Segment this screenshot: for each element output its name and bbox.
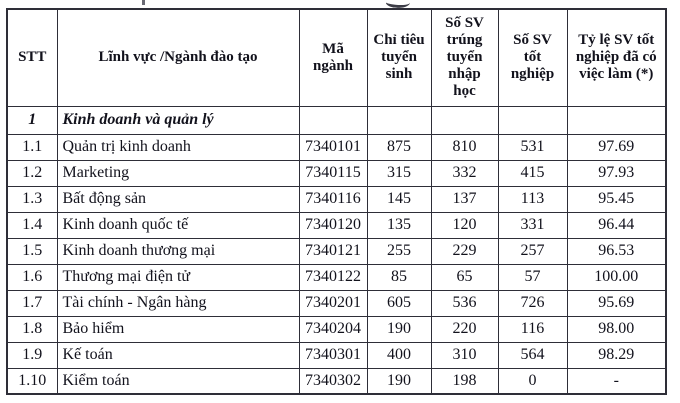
cell-trung-tuyen: 137	[431, 186, 498, 212]
cell-nganh: Quản trị kinh doanh	[57, 134, 299, 160]
cell-ma-nganh: 7340115	[299, 160, 367, 186]
scan-artifact-fragment	[142, 0, 145, 5]
table-row	[7, 316, 666, 342]
cell-tot-nghiep: 116	[498, 316, 567, 342]
cell-tot-nghiep: 0	[498, 368, 567, 394]
cell-ma-nganh: 7340201	[299, 290, 367, 316]
cell-ty-le: 95.69	[567, 290, 666, 316]
cell-trung-tuyen: 120	[431, 212, 498, 238]
header-row	[7, 9, 666, 106]
cell-ma-nganh: 7340204	[299, 316, 367, 342]
cell-chi-tieu: 190	[367, 368, 431, 394]
cell-ma-nganh: 7340120	[299, 212, 367, 238]
cell-stt: 1.5	[7, 238, 57, 264]
cell-ty-le: 98.00	[567, 316, 666, 342]
cell-stt: 1.8	[7, 316, 57, 342]
table-row	[7, 212, 666, 238]
col-header-stt: STT	[7, 9, 57, 106]
cell-section-label: Kinh doanh và quản lý	[57, 106, 299, 134]
cell-trung-tuyen: 332	[431, 160, 498, 186]
table-row	[7, 238, 666, 264]
cell-tot-nghiep: 415	[498, 160, 567, 186]
cell-chi-tieu: 605	[367, 290, 431, 316]
cell-empty	[498, 106, 567, 134]
cell-ma-nganh: 7340116	[299, 186, 367, 212]
cell-nganh: Bất động sản	[57, 186, 299, 212]
cell-trung-tuyen: 220	[431, 316, 498, 342]
cell-nganh: Thương mại điện tử	[57, 264, 299, 290]
section-row-kinh-doanh-va-quan-ly	[7, 106, 666, 134]
cell-ty-le: -	[567, 368, 666, 394]
col-header-chi-tieu-tuyen-sinh: Chỉ tiêu tuyển sinh	[367, 9, 431, 106]
cell-stt: 1.4	[7, 212, 57, 238]
cell-tot-nghiep: 57	[498, 264, 567, 290]
cell-stt: 1.6	[7, 264, 57, 290]
admission-statistics-table	[6, 8, 667, 395]
cell-ma-nganh: 7340121	[299, 238, 367, 264]
cell-ty-le: 95.45	[567, 186, 666, 212]
cell-tot-nghiep: 331	[498, 212, 567, 238]
cell-stt: 1.3	[7, 186, 57, 212]
cell-ma-nganh: 7340101	[299, 134, 367, 160]
cell-ty-le: 97.69	[567, 134, 666, 160]
cell-ty-le: 98.29	[567, 342, 666, 368]
cell-ty-le: 97.93	[567, 160, 666, 186]
cell-stt: 1.9	[7, 342, 57, 368]
cell-trung-tuyen: 229	[431, 238, 498, 264]
cell-chi-tieu: 400	[367, 342, 431, 368]
table-row	[7, 186, 666, 212]
cell-trung-tuyen: 65	[431, 264, 498, 290]
cell-chi-tieu: 255	[367, 238, 431, 264]
cell-empty	[367, 106, 431, 134]
cell-empty	[567, 106, 666, 134]
cell-trung-tuyen: 536	[431, 290, 498, 316]
cell-stt: 1.10	[7, 368, 57, 394]
cell-tot-nghiep: 113	[498, 186, 567, 212]
cell-ma-nganh: 7340301	[299, 342, 367, 368]
cell-ma-nganh: 7340122	[299, 264, 367, 290]
cell-empty	[431, 106, 498, 134]
cell-nganh: Kiểm toán	[57, 368, 299, 394]
cell-tot-nghiep: 257	[498, 238, 567, 264]
cell-nganh: Bảo hiểm	[57, 316, 299, 342]
cell-chi-tieu: 135	[367, 212, 431, 238]
cell-trung-tuyen: 810	[431, 134, 498, 160]
cell-chi-tieu: 875	[367, 134, 431, 160]
table-row	[7, 290, 666, 316]
cell-tot-nghiep: 531	[498, 134, 567, 160]
table-row	[7, 134, 666, 160]
cell-empty	[299, 106, 367, 134]
cell-stt: 1.2	[7, 160, 57, 186]
cell-tot-nghiep: 564	[498, 342, 567, 368]
cell-chi-tieu: 190	[367, 316, 431, 342]
table-row	[7, 368, 666, 394]
cell-chi-tieu: 85	[367, 264, 431, 290]
cell-stt: 1.1	[7, 134, 57, 160]
cell-chi-tieu: 315	[367, 160, 431, 186]
cell-trung-tuyen: 198	[431, 368, 498, 394]
cell-nganh: Kinh doanh quốc tế	[57, 212, 299, 238]
col-header-linh-vuc-nganh: Lĩnh vực /Ngành đào tạo	[57, 9, 299, 106]
cell-ty-le: 100.00	[567, 264, 666, 290]
cell-ty-le: 96.44	[567, 212, 666, 238]
col-header-ty-le-viec-lam: Tỷ lệ SV tốt nghiệp đã có việc làm (*)	[567, 9, 666, 106]
col-header-sv-trung-tuyen-nhap-hoc: Số SV trúng tuyển nhập học	[431, 9, 498, 106]
cell-tot-nghiep: 726	[498, 290, 567, 316]
cell-chi-tieu: 145	[367, 186, 431, 212]
cell-section-stt: 1	[7, 106, 57, 134]
cell-nganh: Marketing	[57, 160, 299, 186]
cell-nganh: Kế toán	[57, 342, 299, 368]
col-header-sv-tot-nghiep: Số SV tốt nghiệp	[498, 9, 567, 106]
cell-nganh: Tài chính - Ngân hàng	[57, 290, 299, 316]
cell-stt: 1.7	[7, 290, 57, 316]
table-row	[7, 264, 666, 290]
cell-trung-tuyen: 310	[431, 342, 498, 368]
cell-ma-nganh: 7340302	[299, 368, 367, 394]
col-header-ma-nganh: Mã ngành	[299, 9, 367, 106]
cell-nganh: Kinh doanh thương mại	[57, 238, 299, 264]
table-row	[7, 342, 666, 368]
table-row	[7, 160, 666, 186]
cell-ty-le: 96.53	[567, 238, 666, 264]
